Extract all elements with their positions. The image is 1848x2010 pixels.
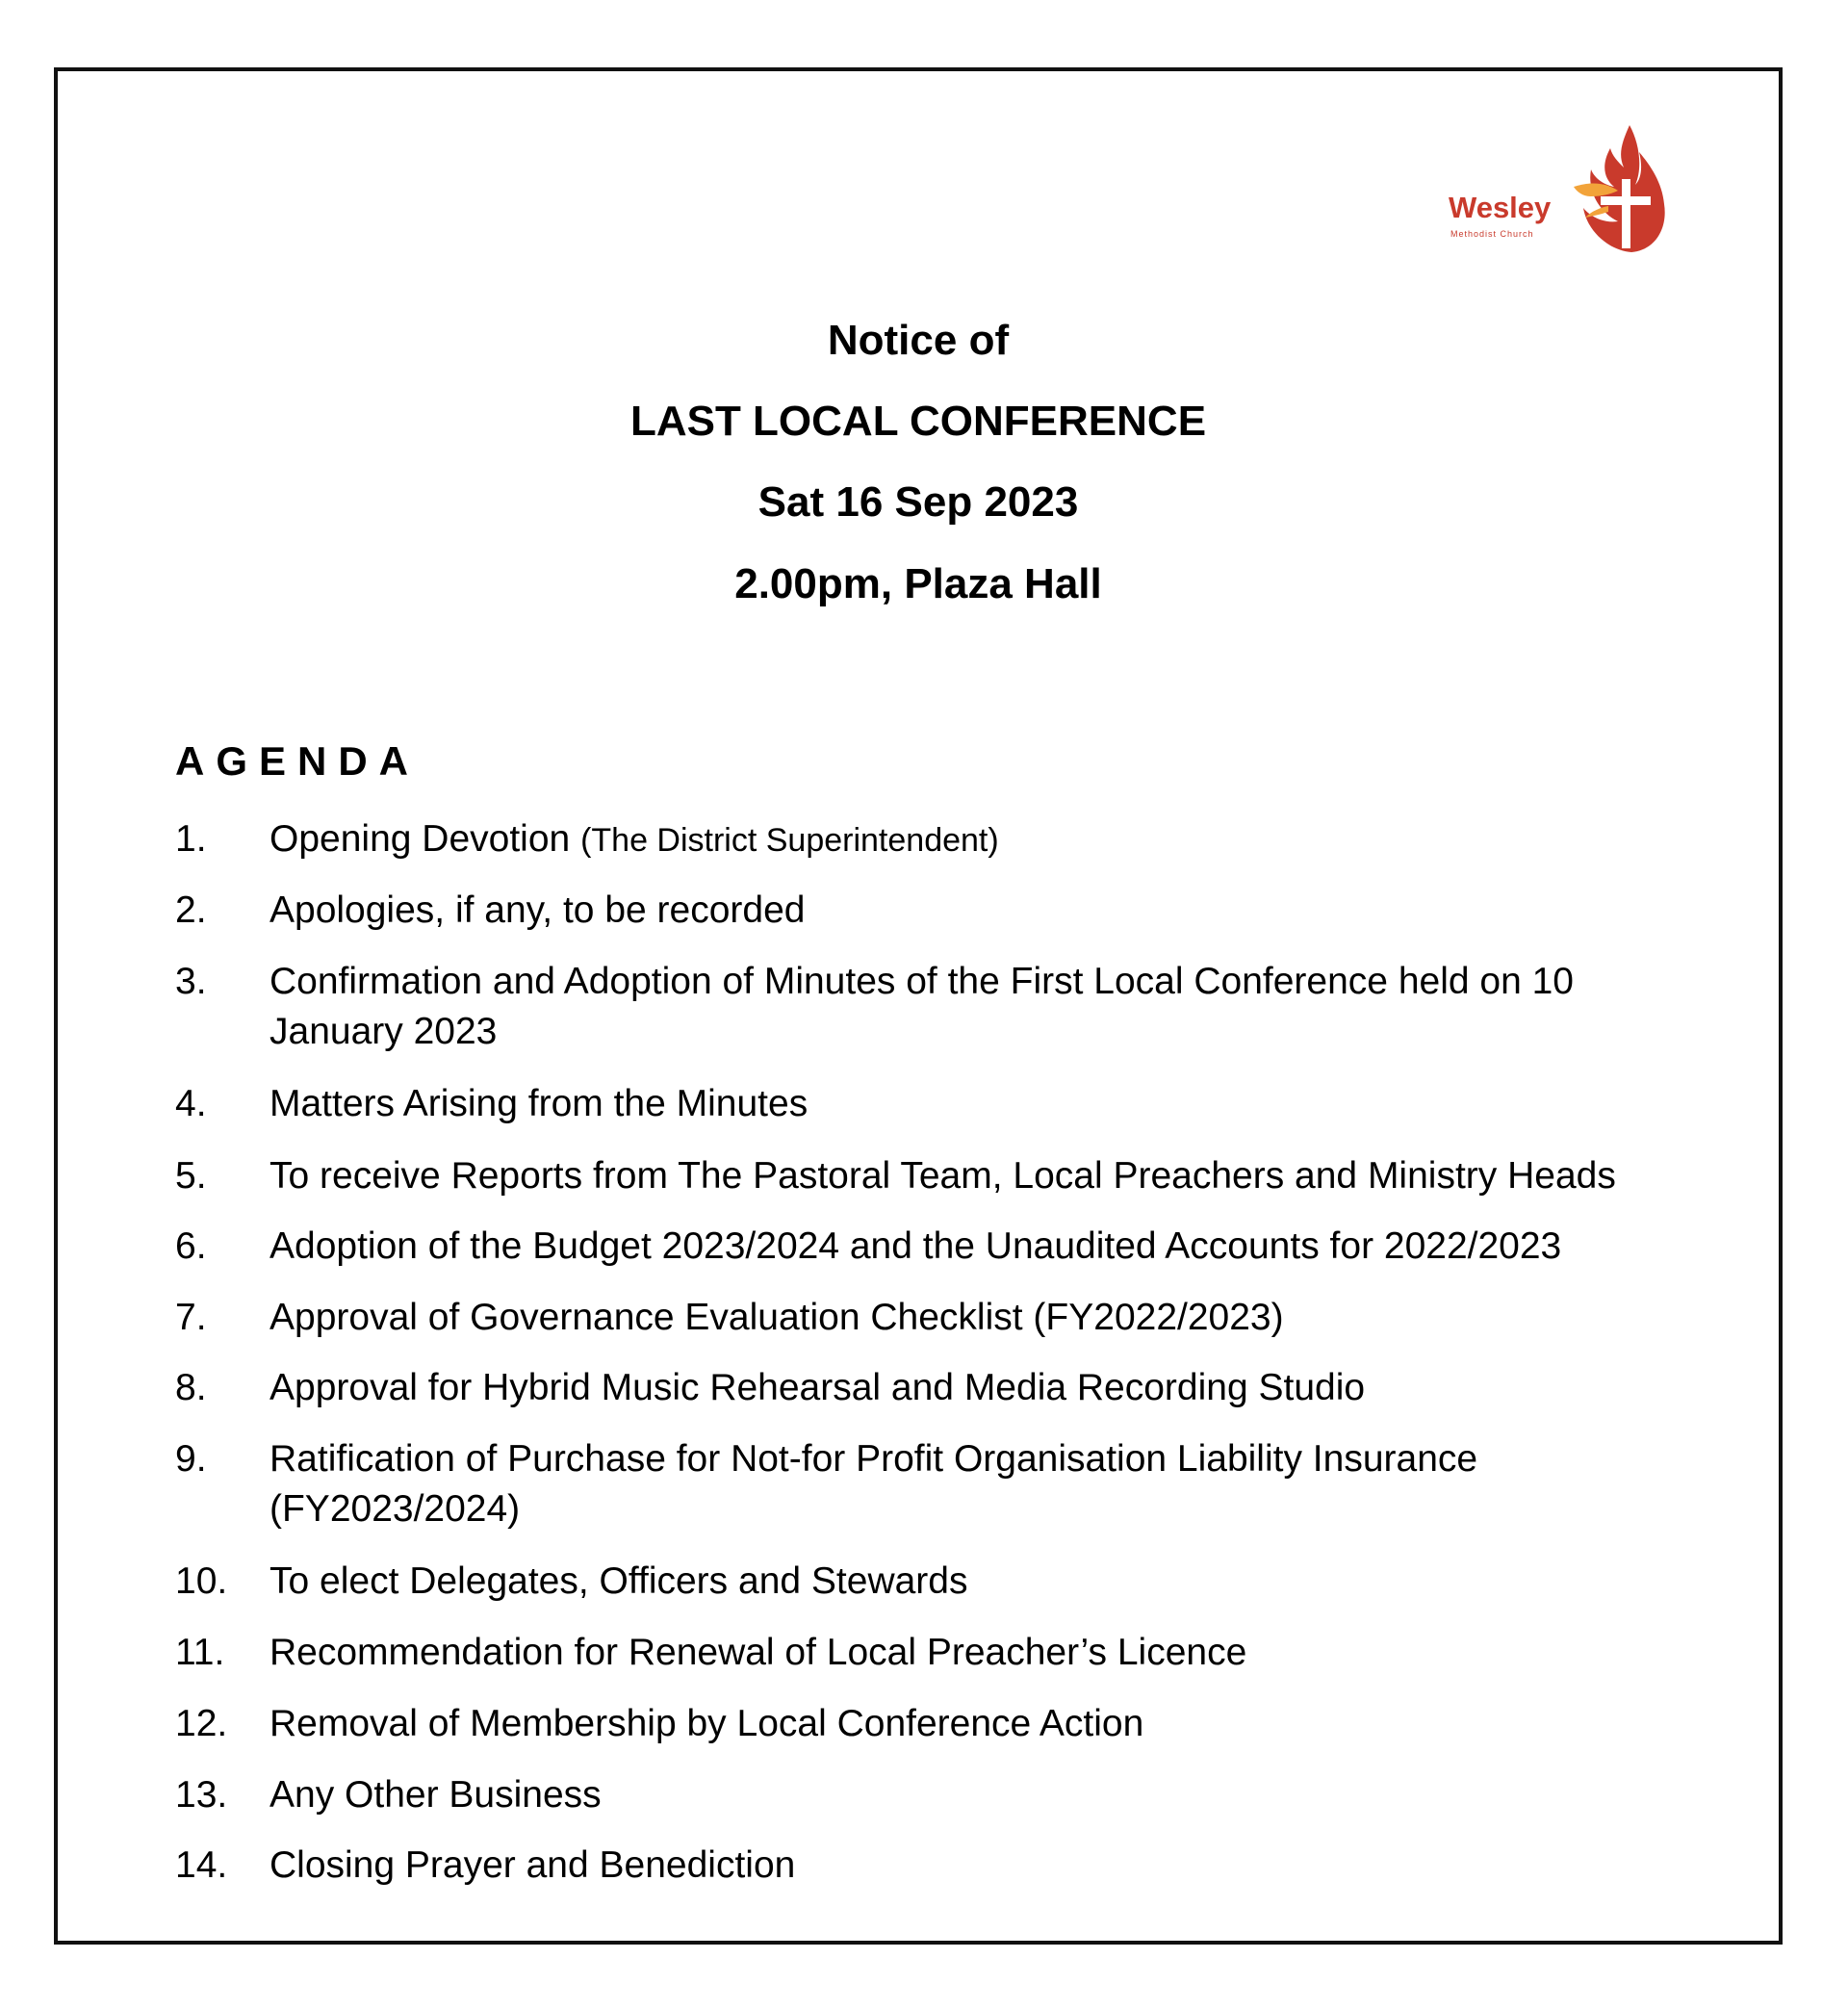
- wesley-logo: [1449, 123, 1680, 258]
- agenda-item-number: 8.: [175, 1367, 207, 1408]
- agenda-item-number: 5.: [175, 1155, 207, 1197]
- agenda-item-text: Matters Arising from the Minutes: [270, 1083, 808, 1124]
- notice-heading: Notice of: [827, 317, 1010, 364]
- agenda-item-text: Closing Prayer and Benediction: [270, 1844, 796, 1886]
- agenda-item-text: Recommendation for Renewal of Local Preacher’s Licence: [270, 1632, 1247, 1673]
- conference-time-venue: 2.00pm, Plaza Hall: [734, 560, 1102, 607]
- conference-title: LAST LOCAL CONFERENCE: [629, 398, 1207, 445]
- flame-cross-icon: [1562, 123, 1668, 258]
- agenda-item-number: 12.: [175, 1703, 228, 1744]
- agenda-item-number: 3.: [175, 961, 207, 1002]
- agenda-title: AGENDA: [175, 738, 421, 784]
- agenda-item-number: 14.: [175, 1844, 228, 1886]
- agenda-item-text: Removal of Membership by Local Conference Action: [270, 1703, 1144, 1744]
- conference-date: Sat 16 Sep 2023: [757, 478, 1079, 526]
- agenda-item-note: (The District Superintendent): [580, 822, 999, 859]
- agenda-item-number: 7.: [175, 1297, 207, 1338]
- logo-subtitle: Methodist Church: [1450, 229, 1534, 239]
- agenda-item-text: To elect Delegates, Officers and Stewards: [270, 1560, 968, 1602]
- agenda-item-label: Opening Devotion: [270, 818, 571, 860]
- agenda-item-number: 13.: [175, 1774, 228, 1816]
- agenda-item-number: 1.: [175, 818, 207, 860]
- agenda-item-number: 4.: [175, 1083, 207, 1124]
- agenda-item-text: Adoption of the Budget 2023/2024 and the Unaudited Accounts for 2022/2023: [270, 1225, 1562, 1267]
- agenda-item-number: 9.: [175, 1438, 207, 1480]
- agenda-item-number: 2.: [175, 889, 207, 931]
- agenda-item-text: Ratification of Purchase for Not-for Profit Organisation Liability Insurance (FY2023/2024): [270, 1438, 1478, 1530]
- agenda-item-text: Confirmation and Adoption of Minutes of the First Local Conference held on 10 January 2023: [270, 961, 1574, 1052]
- agenda-item-text: [270, 814, 1752, 865]
- agenda-item-text: Apologies, if any, to be recorded: [270, 889, 806, 931]
- logo-wordmark: Wesley: [1449, 191, 1552, 224]
- agenda-item-text: Approval for Hybrid Music Rehearsal and Media Recording Studio: [270, 1367, 1366, 1408]
- agenda-item-number: 11.: [175, 1632, 225, 1673]
- agenda-item-text: Approval of Governance Evaluation Checklist (FY2022/2023): [270, 1297, 1284, 1338]
- agenda-item-number: 10.: [175, 1560, 228, 1602]
- agenda-item-text: To receive Reports from The Pastoral Team, Local Preachers and Ministry Heads: [270, 1155, 1616, 1197]
- agenda-item-number: 6.: [175, 1225, 207, 1267]
- agenda-item-text: Any Other Business: [270, 1774, 602, 1816]
